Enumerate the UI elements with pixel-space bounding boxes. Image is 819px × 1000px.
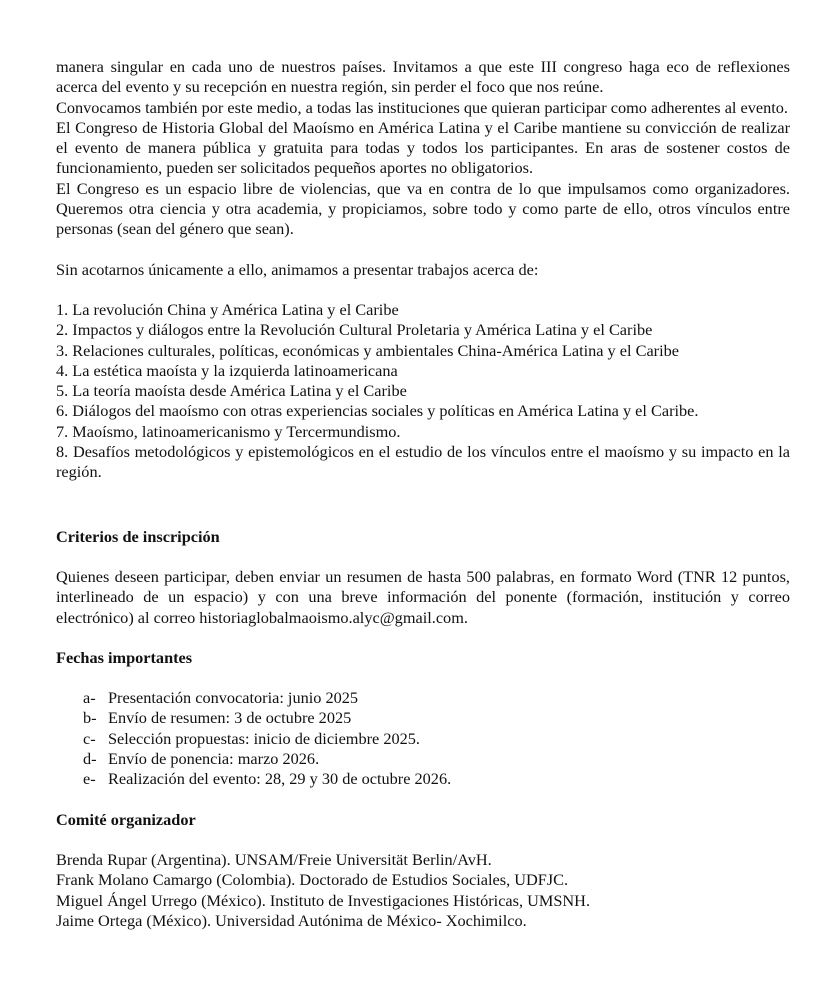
- date-marker: b-: [83, 708, 97, 728]
- topic-item: 4. La estética maoísta y la izquierda latinoamericana: [56, 360, 398, 380]
- date-marker: e-: [83, 769, 96, 789]
- intro-paragraph: El Congreso es un espacio libre de violencias, que va en contra de lo que impulsamos como organizadores. Queremos otra ciencia y otra academia, y propiciamos, sobre todo y como parte de ello, otros vínculos entre personas (sean del género que sean).: [56, 178, 790, 239]
- date-text: Envío de ponencia: marzo 2026.: [108, 749, 320, 769]
- date-item: [83, 749, 790, 769]
- committee-member: Brenda Rupar (Argentina). UNSAM/Freie Universität Berlin/AvH.: [56, 849, 492, 869]
- topic-item: 8. Desafíos metodológicos y epistemológicos en el estudio de los vínculos entre el maoísmo y su impacto en la región.: [56, 442, 790, 482]
- topic-item: 2. Impactos y diálogos entre la Revolución Cultural Proletaria y América Latina y el Caribe: [56, 320, 653, 340]
- date-item: [83, 729, 790, 749]
- committee-heading: Comité organizador: [56, 809, 196, 829]
- topic-item: 7. Maoísmo, latinoamericanismo y Tercermundismo.: [56, 421, 401, 441]
- date-item: [83, 769, 790, 789]
- criteria-text: Quienes deseen participar, deben enviar un resumen de hasta 500 palabras, en formato Word (TNR 12 puntos, interlineado de un espacio) y con una breve información del ponente (formación, institución y correo electrónico) al correo historiaglobalmaoismo.alyc@gmail.com.: [56, 566, 790, 627]
- date-marker: a-: [83, 688, 96, 708]
- date-item: [83, 708, 790, 728]
- date-text: Presentación convocatoria: junio 2025: [108, 688, 359, 708]
- date-text: Envío de resumen: 3 de octubre 2025: [108, 708, 352, 728]
- topic-item: 5. La teoría maoísta desde América Latina y el Caribe: [56, 381, 407, 401]
- committee-member: Frank Molano Camargo (Colombia). Doctorado de Estudios Sociales, UDFJC.: [56, 870, 569, 890]
- date-text: Realización del evento: 28, 29 y 30 de octubre 2026.: [108, 769, 452, 789]
- committee-list: [56, 850, 790, 931]
- date-item: [83, 688, 790, 708]
- date-text: Selección propuestas: inicio de diciembre 2025.: [108, 728, 420, 748]
- date-marker: d-: [83, 749, 97, 769]
- topic-item: 3. Relaciones culturales, políticas, económicas y ambientales China-América Latina y el Caribe: [56, 340, 679, 360]
- criteria-heading: Criterios de inscripción: [56, 526, 220, 546]
- committee-member: Miguel Ángel Urrego (México). Instituto de Investigaciones Históricas, UMSNH.: [56, 890, 591, 910]
- intro-paragraph: manera singular en cada uno de nuestros países. Invitamos a que este III congreso haga eco de reflexiones acerca del evento y su recepción en nuestra región, sin perder el foco que nos reúne.: [56, 57, 790, 97]
- topic-item: 1. La revolución China y América Latina y el Caribe: [56, 299, 399, 319]
- topics-intro: Sin acotarnos únicamente a ello, animamos a presentar trabajos acerca de:: [56, 259, 539, 279]
- committee-member: Jaime Ortega (México). Universidad Autónima de México- Xochimilco.: [56, 910, 527, 930]
- dates-list: [56, 688, 790, 789]
- intro-paragraph: Convocamos también por este medio, a todas las instituciones que quieran participar como adherentes al evento.: [56, 97, 788, 117]
- topic-item: 6. Diálogos del maoísmo con otras experiencias sociales y políticas en América Latina y el Caribe.: [56, 401, 699, 421]
- date-marker: c-: [83, 728, 96, 748]
- document-page: [56, 57, 790, 931]
- topics-list: [56, 300, 790, 483]
- dates-heading: Fechas importantes: [56, 647, 193, 667]
- intro-paragraph: El Congreso de Historia Global del Maoísmo en América Latina y el Caribe mantiene su convicción de realizar el evento de manera pública y gratuita para todas y todos los participantes. En aras de sostener costos de funcionamiento, pueden ser solicitados pequeños aportes no obligatorios.: [56, 117, 790, 178]
